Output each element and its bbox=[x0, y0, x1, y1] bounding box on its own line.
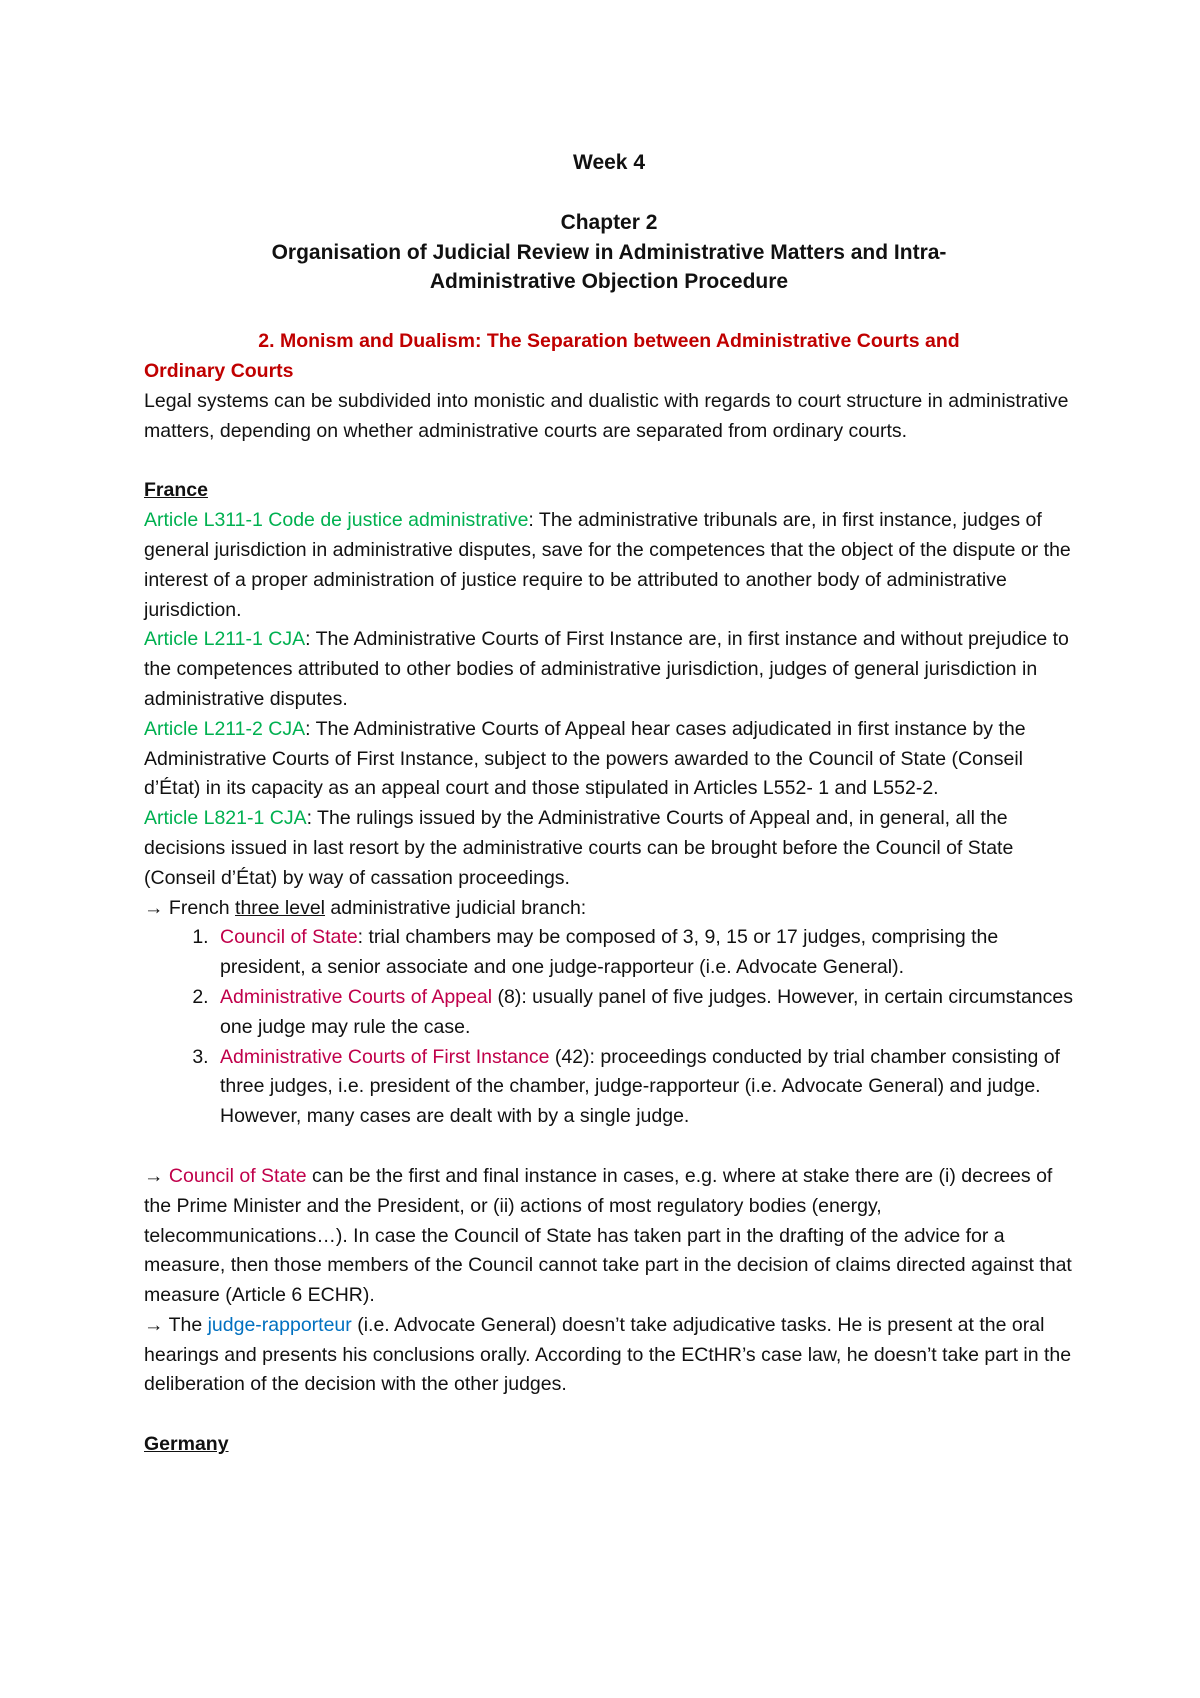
spacer bbox=[144, 178, 1074, 208]
list-item bbox=[214, 983, 1074, 1043]
article-text: : The Administrative Courts of Appeal hear cases adjudicated in first instance by the Administrative Courts of First Instance, subject to the powers awarded to the Council of State (Conseil d’État) in its capacity as an appeal court and those stipulated in Articles L552- 1 and L552-2. bbox=[144, 717, 1026, 800]
list-item bbox=[214, 923, 1074, 983]
levels-intro-pre: → French bbox=[144, 896, 236, 919]
article-paragraph bbox=[144, 625, 1074, 714]
court-name: Administrative Courts of Appeal bbox=[220, 985, 493, 1008]
note-pre: → The bbox=[144, 1313, 208, 1336]
note-council-of-state bbox=[144, 1162, 1074, 1311]
spacer bbox=[144, 446, 1074, 476]
article-ref: Article L211-1 CJA bbox=[144, 628, 306, 651]
section-heading-line2: Ordinary Courts bbox=[144, 359, 294, 382]
note-text: (i.e. Advocate General) doesn’t take adjudicative tasks. He is present at the oral hearings and presents his conclusions orally. According to the ECtHR’s case law, he doesn’t take part in the deliberation of the decision with the other judges. bbox=[144, 1313, 1072, 1396]
note-term: judge-rapporteur bbox=[207, 1313, 352, 1336]
article-ref: Article L821-1 CJA bbox=[144, 807, 307, 830]
section-intro: Legal systems can be subdivided into monistic and dualistic with regards to court structure in administrative matters, depending on whether administrative courts are separated from ordinary courts. bbox=[144, 389, 1069, 442]
levels-intro-underlined: three level bbox=[235, 896, 325, 919]
article-paragraph bbox=[144, 715, 1074, 804]
court-description: (8): usually panel of five judges. However, in certain circumstances one judge may rule the case. bbox=[220, 985, 1073, 1038]
germany-label: Germany bbox=[144, 1433, 229, 1456]
levels-intro bbox=[144, 894, 1074, 924]
spacer bbox=[144, 1400, 1074, 1430]
court-name: Council of State bbox=[220, 926, 358, 949]
note-text: can be the first and final instance in cases, e.g. where at stake there are (i) decrees of the Prime Minister and the President, or (ii) actions of most regulatory bodies (energy, telecommunications…). In case the Council of State has taken part in the drafting of the advice for a measure, then those members of the Council cannot take part in the decision of claims directed against that measure (Article 6 ECHR). bbox=[144, 1164, 1072, 1307]
chapter-title-line2: Administrative Objection Procedure bbox=[429, 270, 789, 294]
article-text: : The rulings issued by the Administrative Courts of Appeal and, in general, all the decisions issued in last resort by the administrative courts can be brought before the Council of State (Conseil d’État) by way of cassation proceedings. bbox=[144, 807, 1014, 889]
week-heading: Week 4 bbox=[573, 151, 645, 174]
article-text: : The administrative tribunals are, in first instance, judges of general jurisdiction in administrative disputes, save for the competences that the object of the dispute or the interest of a proper administration of justice require to be attributed to another body of administrative jurisdiction. bbox=[144, 509, 1071, 621]
chapter-heading: Chapter 2 bbox=[560, 210, 658, 234]
court-levels-list bbox=[144, 923, 1074, 1132]
levels-intro-post: administrative judicial branch: bbox=[325, 896, 587, 919]
article-paragraph bbox=[144, 506, 1074, 625]
list-item bbox=[214, 1043, 1074, 1132]
spacer bbox=[144, 1132, 1074, 1162]
arrow-icon: → bbox=[144, 1164, 169, 1187]
chapter-title-line1: Organisation of Judicial Review in Administrative Matters and Intra- bbox=[271, 240, 947, 264]
article-ref: Article L311-1 Code de justice administrative bbox=[144, 509, 529, 532]
court-name: Administrative Courts of First Instance bbox=[220, 1045, 550, 1068]
article-text: : The Administrative Courts of First Instance are, in first instance and without prejudice to the competences attributed to other bodies of administrative jurisdiction, judges of general jurisdiction in administrative disputes. bbox=[144, 628, 1069, 710]
france-label: France bbox=[144, 479, 208, 502]
note-judge-rapporteur bbox=[144, 1311, 1074, 1400]
note-term: Council of State bbox=[168, 1164, 307, 1187]
article-ref: Article L211-2 CJA bbox=[144, 717, 306, 740]
section-heading-line1: 2. Monism and Dualism: The Separation between Administrative Courts and bbox=[258, 330, 960, 353]
document-body bbox=[144, 148, 1074, 1460]
court-description: : trial chambers may be composed of 3, 9, 15 or 17 judges, comprising the president, a senior associate and one judge-rapporteur (i.e. Advocate General). bbox=[220, 926, 999, 979]
spacer bbox=[144, 297, 1074, 327]
article-paragraph bbox=[144, 804, 1074, 893]
court-description: (42): proceedings conducted by trial chamber consisting of three judges, i.e. president of the chamber, judge-rapporteur (i.e. Advocate General) and judge. However, many cases are dealt with by a single judge. bbox=[220, 1045, 1060, 1128]
